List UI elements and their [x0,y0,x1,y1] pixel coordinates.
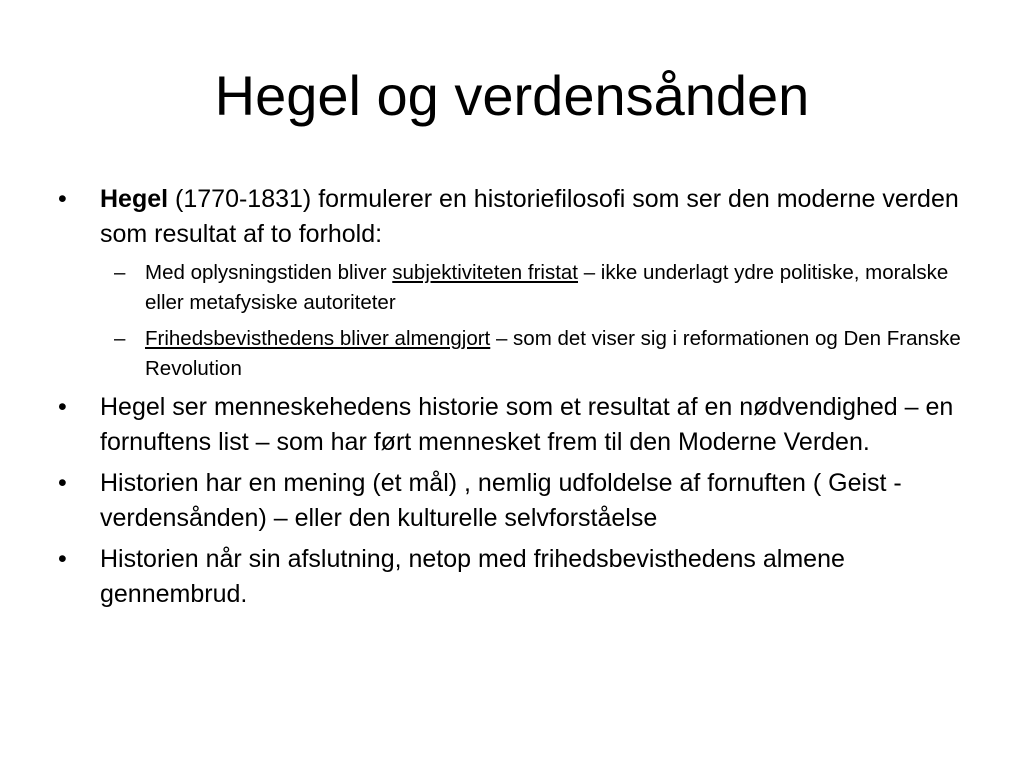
slide-title: Hegel og verdensånden [214,64,810,127]
underlined-term: Frihedsbevisthedens bliver almengjort [145,327,491,350]
bullet-text: Historien når sin afslutning, netop med frihedsbevisthedens almene gennembrud. [100,545,845,608]
underlined-term: subjektiviteten fristat [392,261,579,284]
bullet-text: Hegel ser menneskehedens historie som et resultat af en nødvendighed – en fornuftens list – som har ført mennesket frem til den Moderne Verden. [100,393,954,456]
bullet-marker: • [58,185,67,213]
slide-body [56,182,966,618]
text-run: – ikke underlagt ydre politiske, moralske eller metafysiske autoriteter [145,261,949,314]
bullet-text: Historien har en mening (et mål) , nemlig udfoldelse af fornuften ( Geist - verdensånden) – eller den kulturelle selvforståelse [100,469,902,532]
text-run: – som det viser sig i reformationen og Den Franske Revolution [145,327,961,380]
bullet-item [56,390,966,460]
dash-marker: – [114,261,126,284]
sub-bullet-text [145,327,961,380]
bullet-marker: • [58,393,67,421]
sub-bullet-text [145,261,948,314]
sub-bullet-item [56,258,966,318]
text-run: (1770-1831) formulerer en historiefilosofi som ser den moderne verden som resultat af to forhold: [100,185,959,248]
bullet-text [100,185,959,248]
dash-marker: – [114,327,126,350]
bullet-marker: • [58,545,67,573]
text-run: Med oplysningstiden bliver [145,261,393,284]
bullet-marker: • [58,469,67,497]
sub-bullet-item [56,324,966,384]
bold-term: Hegel [100,185,169,213]
bullet-item [56,542,966,612]
bullet-item [56,466,966,536]
bullet-item [56,182,966,252]
